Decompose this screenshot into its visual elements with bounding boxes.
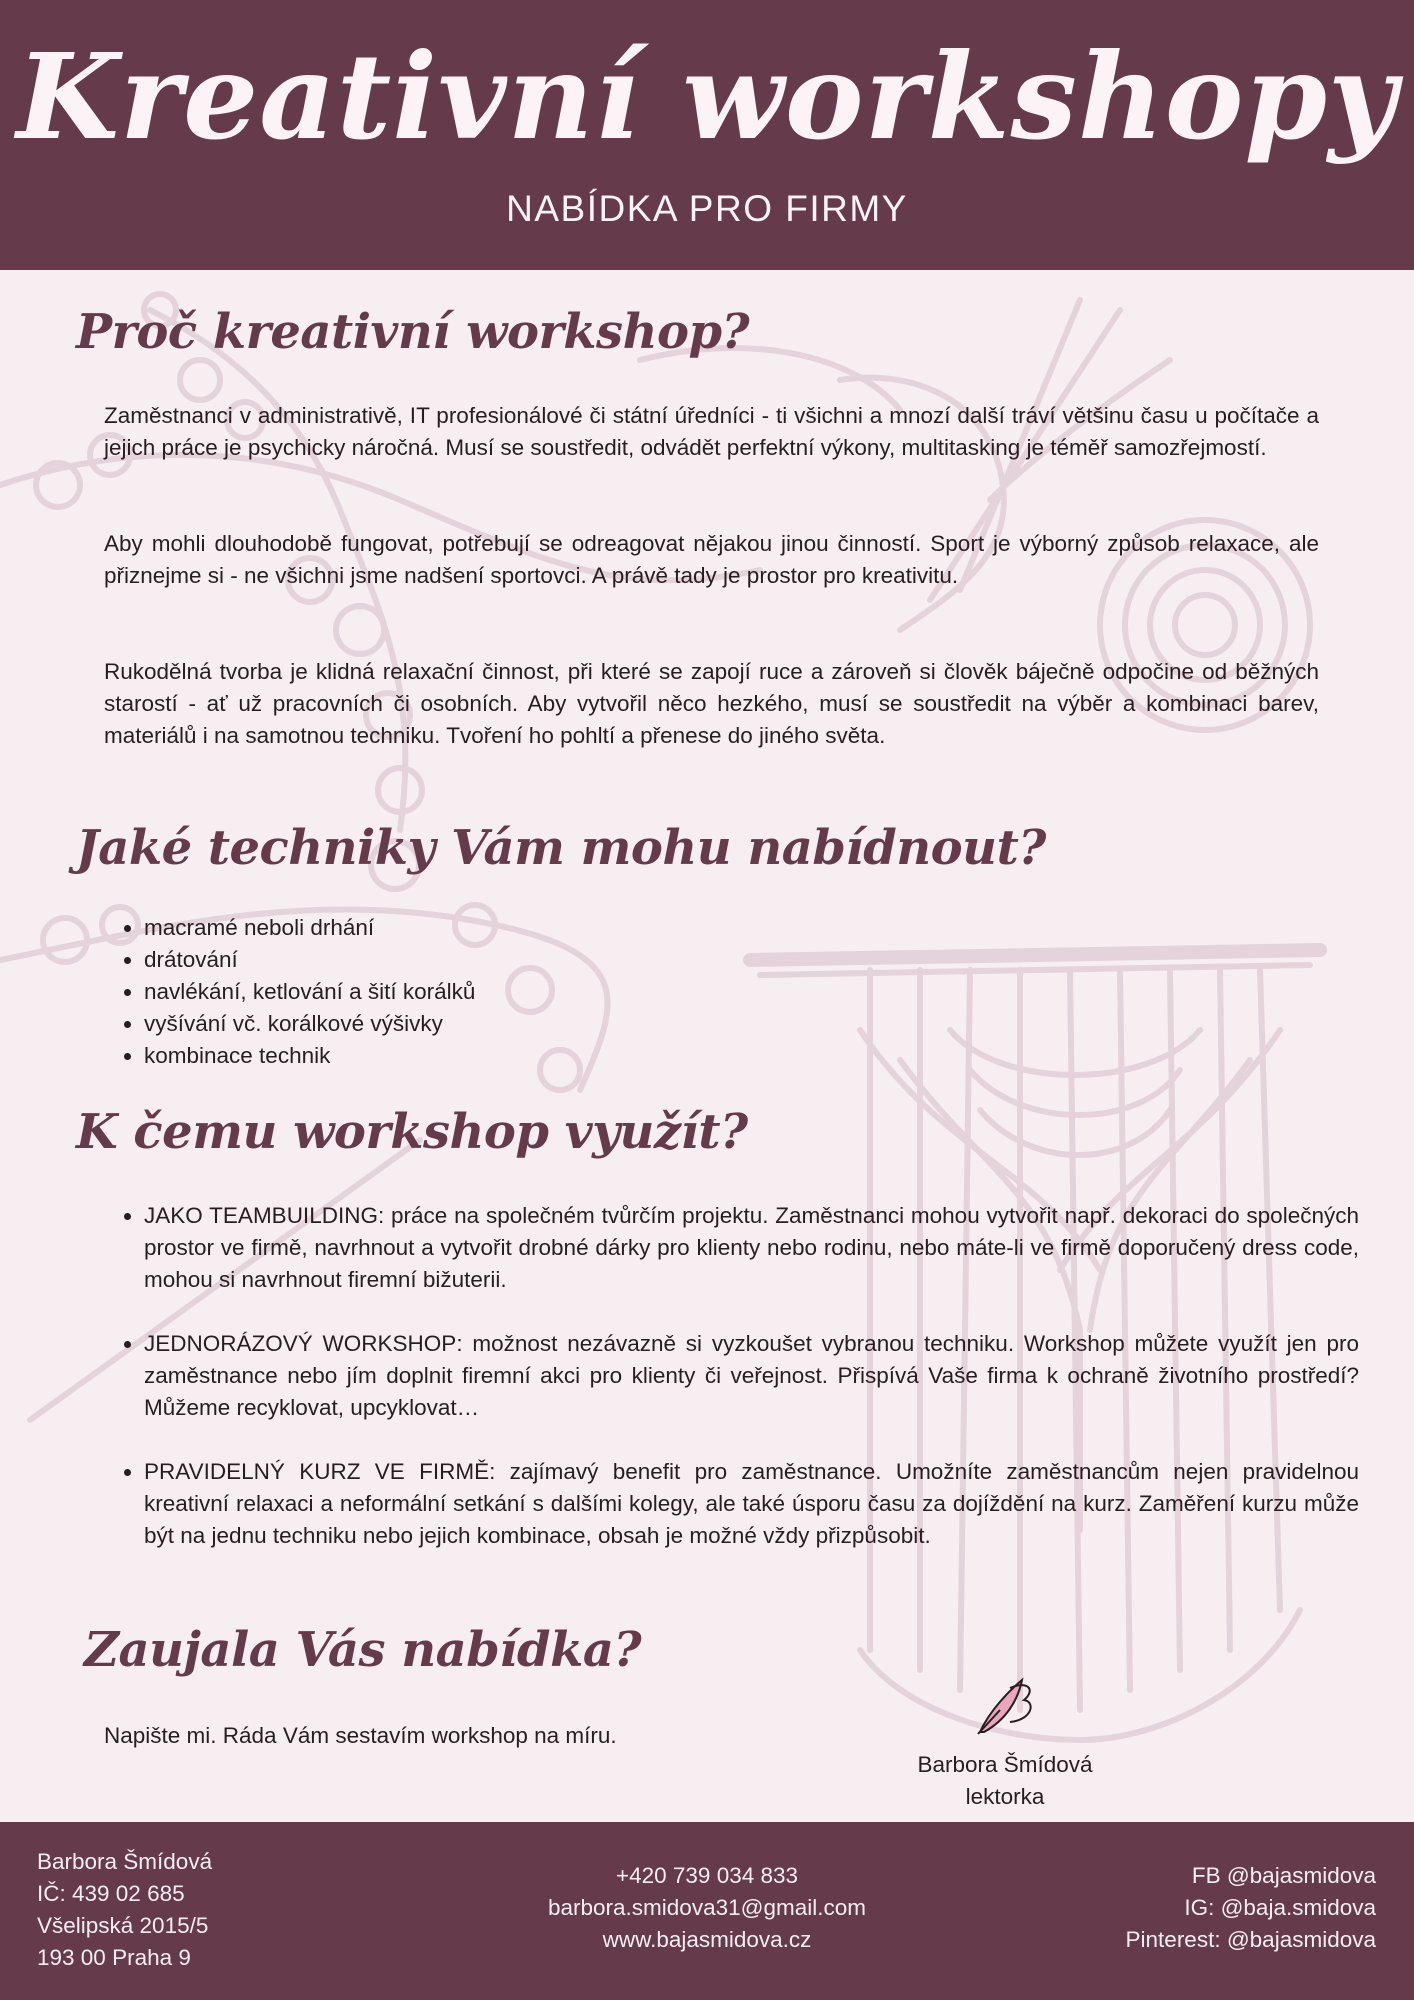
- list-item: • macramé neboli drhání: [144, 912, 475, 944]
- footer-facebook[interactable]: FB @bajasmidova: [1191, 1863, 1376, 1888]
- why-paragraph-1: Zaměstnanci v administrativě, IT profesionálové či státní úředníci - ti všichni a mnozí další tráví většinu času u počítače a jejich práce je psychicky náročná. Musí se soustředit, odvádět perfektní výkony, multitasking je téměř samozřejmostí.: [104, 403, 1319, 460]
- list-item: • kombinace technik: [144, 1040, 475, 1072]
- uses-heading: K čemu workshop využít?: [76, 1104, 748, 1160]
- list-item: • navlékání, ketlování a šití korálků: [144, 976, 475, 1008]
- page-title: Kreativní workshopy: [16, 27, 1398, 166]
- footer-social: [1126, 1860, 1376, 1956]
- list-item: [144, 1200, 1359, 1296]
- list-item: [144, 1456, 1359, 1552]
- footer-ico: IČ: 439 02 685: [37, 1881, 185, 1906]
- why-heading: Proč kreativní workshop?: [76, 304, 750, 360]
- use-label: JAKO TEAMBUILDING:: [144, 1203, 385, 1228]
- footer-street: Všelipská 2015/5: [37, 1913, 209, 1938]
- signature-block: [860, 1670, 1150, 1813]
- cta-heading: Zaujala Vás nabídka?: [84, 1622, 642, 1678]
- footer-pinterest[interactable]: Pinterest: @bajasmidova: [1125, 1927, 1376, 1952]
- list-item: [144, 1328, 1359, 1424]
- uses-list: [104, 1200, 1359, 1584]
- use-label: JEDNORÁZOVÝ WORKSHOP:: [144, 1331, 463, 1356]
- use-label: PRAVIDELNÝ KURZ VE FIRMĚ:: [144, 1459, 496, 1484]
- cta-text: Napište mi. Ráda Vám sestavím workshop na míru.: [104, 1723, 617, 1748]
- use-text: možnost nezávazně si vyzkoušet vybranou techniku. Workshop můžete využít jen pro zaměstnance nebo jím doplnit firemní akci pro klienty či veřejnost. Přispívá Vaše firma k ochraně životního prostředí? Můžeme recyklovat, upcyklovat…: [144, 1331, 1359, 1420]
- techniques-heading: Jaké techniky Vám mohu nabídnout?: [76, 820, 1046, 876]
- list-item: • vyšívání vč. korálkové výšivky: [144, 1008, 475, 1040]
- footer-instagram[interactable]: IG: @baja.smidova: [1184, 1895, 1376, 1920]
- footer-website[interactable]: www.bajasmidova.cz: [602, 1927, 812, 1952]
- why-paragraph-2: Aby mohli dlouhodobě fungovat, potřebují se odreagovat nějakou jinou činností. Sport je výborný způsob relaxace, ale přiznejme si - ne všichni jsme nadšení sportovci. A právě tady je prostor pro kreativitu.: [104, 531, 1319, 588]
- footer-city: 193 00 Praha 9: [37, 1945, 191, 1970]
- footer: [0, 1822, 1414, 2000]
- header-banner: [0, 0, 1414, 270]
- footer-name: Barbora Šmídová: [37, 1849, 213, 1874]
- use-text: práce na společném tvůrčím projektu. Zaměstnanci mohou vytvořit např. dekoraci do společných prostor ve firmě, navrhnout a vytvořit drobné dárky pro klienty nebo rodinu, nebo máte-li ve firmě doporučený dress code, mohou si navrhnout firemní bižuterii.: [144, 1203, 1359, 1292]
- footer-email[interactable]: barbora.smidova31@gmail.com: [548, 1895, 866, 1920]
- why-paragraph-3: Rukodělná tvorba je klidná relaxační činnost, při které se zapojí ruce a zároveň si člověk báječně odpočine od běžných starostí - ať už pracovních či osobních. Aby vytvořil něco hezkého, musí se soustředit na výběr a kombinaci barev, materiálů i na samotnou techniku. Tvoření ho pohltí a přenese do jiného světa.: [104, 659, 1319, 748]
- use-text: zajímavý benefit pro zaměstnance. Umožníte zaměstnancům nejen pravidelnou kreativní relaxaci a neformální setkání s dalšími kolegy, ale také úsporu času za dojíždění na kurz. Zaměření kurzu může být na jednu techniku nebo jejich kombinace, obsah je možné vždy přizpůsobit.: [144, 1459, 1359, 1548]
- techniques-list: [104, 912, 475, 1072]
- feather-pen-logo-icon: [970, 1670, 1040, 1740]
- footer-phone[interactable]: +420 739 034 833: [615, 1863, 799, 1888]
- signature-role: lektorka: [965, 1784, 1045, 1809]
- page-subtitle: NABÍDKA PRO FIRMY: [506, 188, 908, 229]
- signature-name: Barbora Šmídová: [917, 1752, 1093, 1777]
- list-item: • drátování: [144, 944, 475, 976]
